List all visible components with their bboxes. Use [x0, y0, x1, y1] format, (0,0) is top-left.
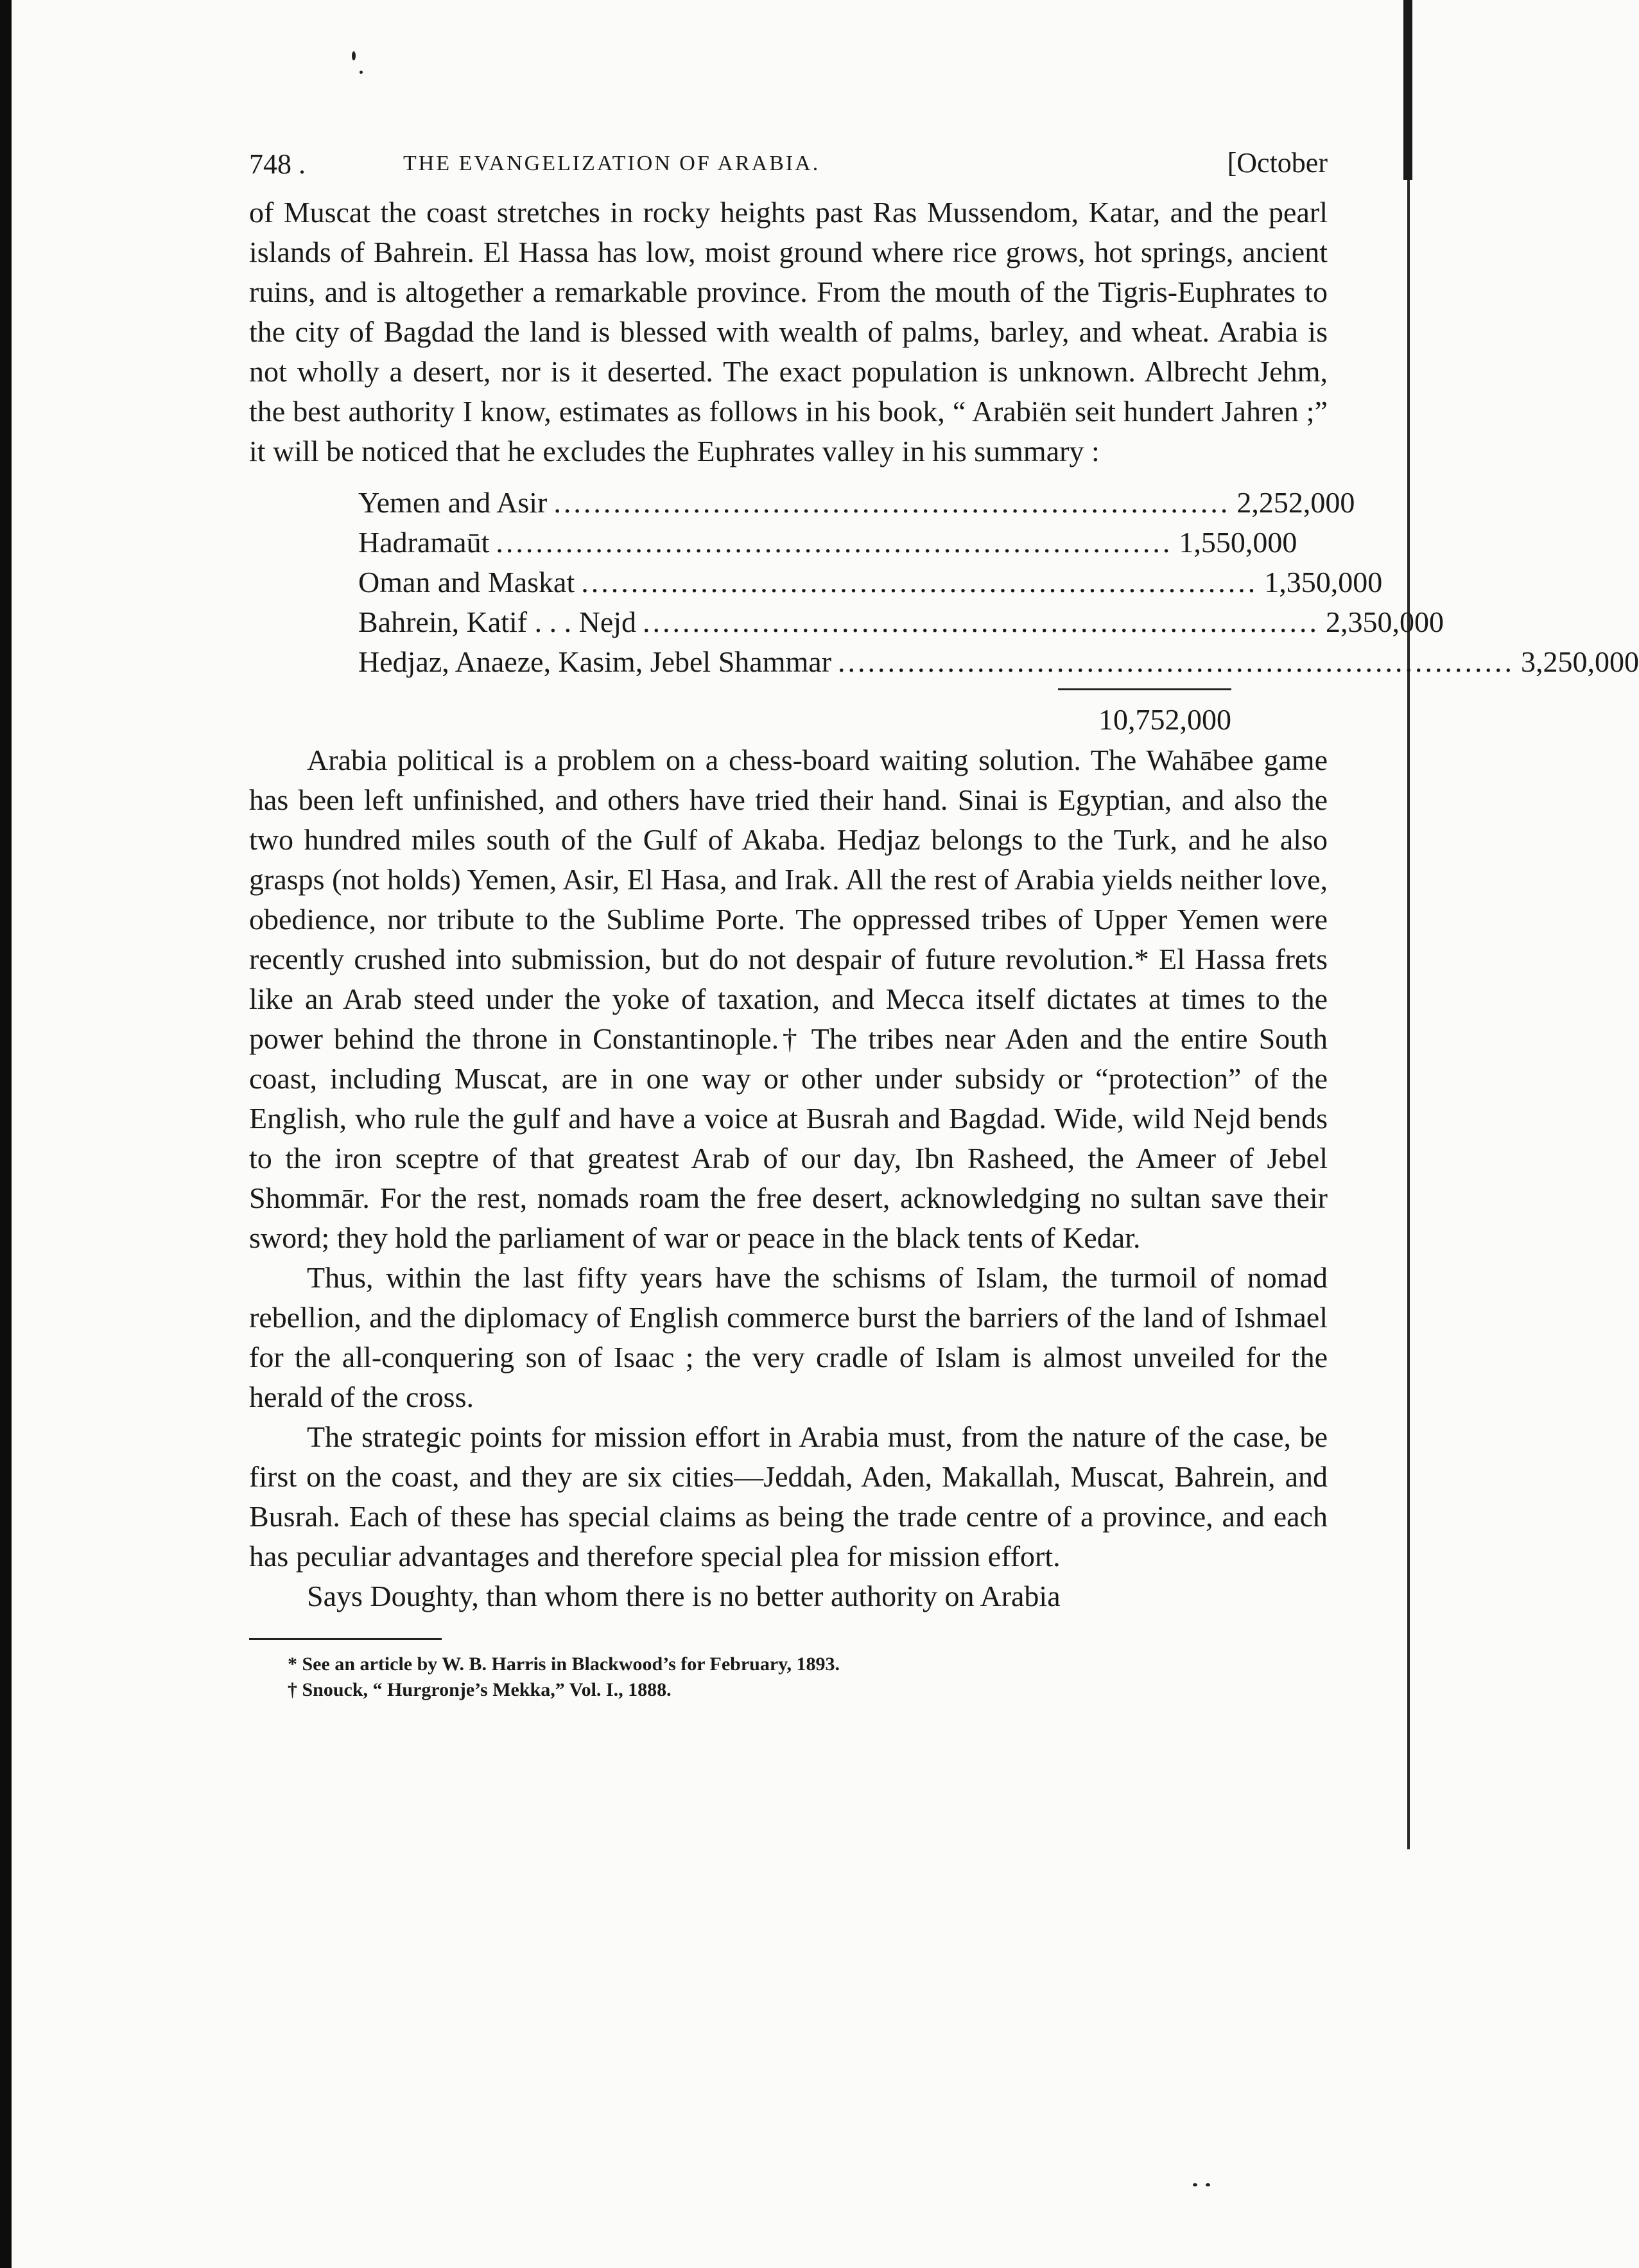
row-place: Oman and Maskat — [358, 566, 575, 598]
row-place: Bahrein, Katif . . . Nejd — [358, 606, 637, 638]
scan-speck — [1193, 2183, 1197, 2186]
leader-dots: .................................................................... — [496, 526, 1173, 559]
scan-edge-right-thin — [1407, 180, 1410, 1849]
table-row — [358, 602, 1444, 642]
row-population: 1,550,000 — [1179, 526, 1297, 559]
total-rule — [1058, 688, 1231, 690]
paragraph-3: Thus, within the last fifty years have the schisms of Islam, the turmoil of nomad rebellion, and the diplomacy of English commerce burst the barriers of the land of Ishmael for the all-conquering son of Isaac ; the very cradle of Islam is almost unveiled for the herald of the cross. — [249, 1261, 1328, 1413]
row-population: 2,350,000 — [1326, 606, 1444, 638]
leader-dots: .................................................................... — [838, 645, 1515, 678]
leader-dots: .................................................................... — [581, 566, 1258, 598]
scan-edge-left — [0, 0, 12, 2268]
row-population: 1,350,000 — [1264, 566, 1383, 598]
leader-dots: .................................................................... — [643, 606, 1320, 638]
paragraph-5: Says Doughty, than whom there is no better authority on Arabia — [307, 1580, 1061, 1612]
scan-speck — [352, 51, 356, 60]
page-number: 748 . — [249, 148, 306, 180]
row-population: 3,250,000 — [1521, 645, 1639, 678]
row-place: Hadramaūt — [358, 526, 490, 559]
table-row — [358, 483, 1355, 523]
running-head — [249, 141, 1328, 193]
book-page — [249, 141, 1639, 1703]
population-table — [358, 483, 1639, 682]
scan-speck — [1206, 2183, 1210, 2186]
leader-dots: .................................................................... — [553, 486, 1231, 519]
scan-edge-right — [1403, 0, 1412, 180]
total-population: 10,752,000 — [1098, 703, 1231, 736]
row-place: Yemen and Asir — [358, 486, 548, 519]
table-total — [358, 688, 1231, 740]
paragraph-2: Arabia political is a problem on a chess-board waiting solution. The Wahābee game has been left unfinished, and others have tried their hand. Sinai is Egyptian, and also the two hundred miles south of the Gulf of Akaba. Hedjaz belongs to the Turk, and he also grasps (not holds) Yemen, Asir, El Hasa, and Irak. All the rest of Arabia yields neither love, obedience, nor tribute to the Sublime Porte. The oppressed tribes of Upper Yemen were recently crushed into submission, but do not despair of future revolution.* El Hassa frets like an Arab steed under the yoke of taxation, and Mecca itself dictates at times to the power behind the throne in Constantinople.† The tribes near Aden and the entire South coast, including Muscat, are in one way or other under subsidy or “protection” of the English, who rule the gulf and have a voice at Busrah and Bagdad. Wide, wild Nejd bends to the iron sceptre of that greatest Arab of our day, Ibn Rasheed, the Ameer of Jebel Shommār. For the rest, nomads roam the free desert, acknowledging no sultan save their sword; they hold the parliament of war or peace in the black tents of Kedar. — [249, 744, 1328, 1254]
running-month: [October — [1227, 147, 1328, 179]
paragraph-4: The strategic points for mission effort in Arabia must, from the nature of the case, be first on the coast, and they are six cities—Jeddah, Aden, Makallah, Muscat, Bahrein, and Busrah. Each of these has special claims as being the trade centre of a province, and each has peculiar advantages and therefore special plea for mission effort. — [249, 1420, 1328, 1573]
footnote-1: * See an article by W. B. Harris in Blackwood’s for February, 1893. — [288, 1653, 840, 1675]
paragraph-1: of Muscat the coast stretches in rocky heights past Ras Mussendom, Katar, and the pearl islands of Bahrein. El Hassa has low, moist ground where rice grows, hot springs, ancient ruins, and is altogether a remarkable province. From the mouth of the Tigris-Euphrates to the city of Bagdad the land is blessed with wealth of palms, barley, and wheat. Arabia is not wholly a desert, nor is it deserted. The exact population is unknown. Albrecht Jehm, the best authority I know, estimates as follows in his book, “ Arabiën seit hundert Jahren ;” it will be noticed that he excludes the Euphrates valley in his summary : — [249, 196, 1328, 467]
row-population: 2,252,000 — [1236, 486, 1355, 519]
row-place: Hedjaz, Anaeze, Kasim, Jebel Shammar — [358, 645, 832, 678]
footnote-rule — [249, 1638, 442, 1640]
table-row — [358, 523, 1297, 563]
scan-speck — [360, 71, 363, 74]
table-row — [358, 563, 1383, 602]
running-title: THE EVANGELIZATION OF ARABIA. — [403, 152, 820, 175]
footnote-2: † Snouck, “ Hurgronje’s Mekka,” Vol. I., 1888. — [288, 1679, 672, 1700]
table-row — [358, 642, 1639, 682]
